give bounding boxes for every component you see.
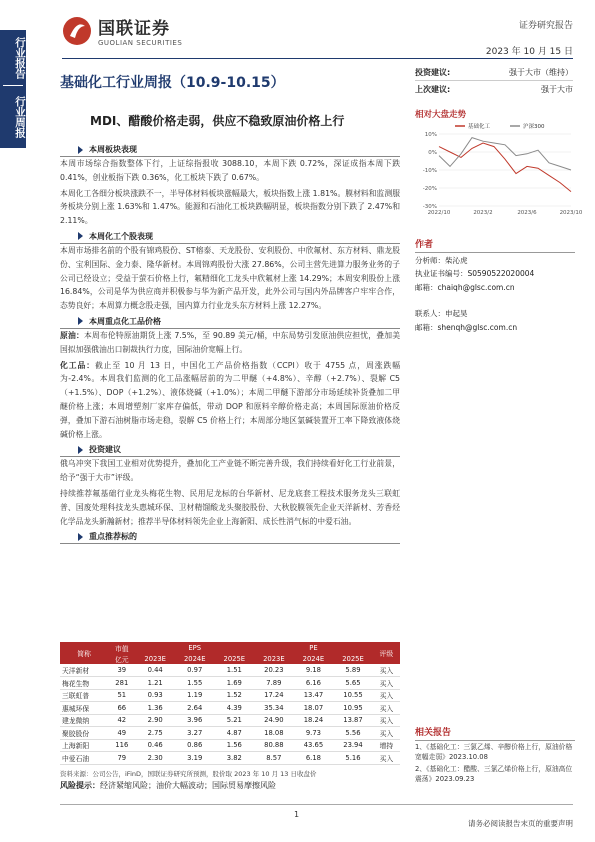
rating-current bbox=[415, 65, 573, 81]
col-header-pe: PE bbox=[254, 642, 373, 653]
table-row bbox=[60, 689, 400, 702]
stock-name-cell: 建龙微纳 bbox=[60, 714, 108, 727]
table-cell: 39 bbox=[108, 664, 135, 677]
table-cell: 42 bbox=[108, 714, 135, 727]
table-cell: 3.96 bbox=[175, 714, 215, 727]
x-tick-label: 2023/6 bbox=[517, 210, 537, 216]
para-market-2: 本周化工各细分板块涨跌不一，半导体材料板块涨幅最大，板块指数上涨 1.81%。膜材料和监测服务板块分别上涨 1.63%和 1.47%。能源和石油化工板块跌幅明显，板块指数分别下跌了 2.47%和 2.11%。 bbox=[60, 188, 400, 226]
analyst-name: 分析师：柴沁虎 bbox=[415, 256, 468, 265]
table-cell: 2.30 bbox=[135, 752, 175, 765]
series-line bbox=[439, 143, 571, 192]
table-cell: 2.64 bbox=[175, 702, 215, 715]
table-cell: 买入 bbox=[373, 677, 400, 690]
stock-name-cell: 聚胶股份 bbox=[60, 727, 108, 740]
table-cell: 买入 bbox=[373, 702, 400, 715]
section-label: 本周化工个股表现 bbox=[89, 231, 153, 241]
table-cell: 0.97 bbox=[175, 664, 215, 677]
x-tick-label: 2023/2 bbox=[473, 210, 493, 216]
section-marker-icon bbox=[78, 317, 83, 325]
x-tick-label: 2023/10 bbox=[559, 210, 583, 216]
contact-email: 邮箱：shenqh@glsc.com.cn bbox=[415, 323, 518, 332]
table-row bbox=[60, 752, 400, 765]
risk-warning bbox=[60, 780, 276, 791]
table-cell: 51 bbox=[108, 689, 135, 702]
para-crude bbox=[60, 329, 400, 357]
section-heading-picks bbox=[60, 530, 400, 544]
related-report-2[interactable]: 2、《基础化工：醋酸、三氯乙烯价格上行，原油高位震荡》2023.09.23 bbox=[415, 765, 573, 783]
col-header-year: 2024E bbox=[175, 653, 215, 664]
table-cell: 1.69 bbox=[215, 677, 255, 690]
table-cell: 10.55 bbox=[333, 689, 373, 702]
band-divider bbox=[3, 85, 23, 86]
rating-current-value: 强于大市（维持） bbox=[509, 68, 573, 77]
col-header-year: 2025E bbox=[333, 653, 373, 664]
table-cell: 3.27 bbox=[175, 727, 215, 740]
risk-label: 风险提示： bbox=[60, 781, 100, 790]
company-logo bbox=[62, 14, 182, 47]
table-cell: 买入 bbox=[373, 664, 400, 677]
logo-text-en: GUOLIAN SECURITIES bbox=[98, 39, 183, 47]
table-cell: 18.07 bbox=[294, 702, 334, 715]
section-label: 投资建议 bbox=[89, 444, 121, 454]
x-tick-label: 2022/10 bbox=[427, 210, 451, 216]
table-source: 资料来源：公司公告，iFinD，国联证券研究所预测，股价取 2023 年 10 月 13 日收盘价 bbox=[60, 770, 317, 778]
table-cell: 4.87 bbox=[215, 727, 255, 740]
table-cell: 3.82 bbox=[215, 752, 255, 765]
section-heading-advice bbox=[60, 443, 400, 457]
col-header-cap: 市值 bbox=[108, 642, 135, 653]
section-marker-icon bbox=[78, 533, 83, 541]
table-cell: 5.21 bbox=[215, 714, 255, 727]
section-label: 重点推荐标的 bbox=[89, 531, 137, 541]
y-tick-label: 0% bbox=[428, 150, 437, 156]
table-cell: 1.51 bbox=[215, 664, 255, 677]
table-cell: 3.19 bbox=[175, 752, 215, 765]
related-heading: 相关报告 bbox=[415, 725, 575, 741]
page-number: 1 bbox=[294, 810, 300, 819]
table-cell: 8.57 bbox=[254, 752, 294, 765]
related-report-1[interactable]: 1、《基础化工：三氯乙烯、辛醇价格上行，原油价格宽幅走弱》2023.10.08 bbox=[415, 743, 573, 761]
table-cell: 1.55 bbox=[175, 677, 215, 690]
y-tick-label: -20% bbox=[422, 186, 437, 192]
table-cell: 0.93 bbox=[135, 689, 175, 702]
section-heading-market bbox=[60, 143, 400, 157]
stock-name-cell: 上海新阳 bbox=[60, 739, 108, 752]
stock-name-cell: 惠城环保 bbox=[60, 702, 108, 715]
table-cell: 116 bbox=[108, 739, 135, 752]
table-cell: 10.95 bbox=[333, 702, 373, 715]
rating-previous-value: 强于大市 bbox=[541, 84, 573, 94]
header-divider bbox=[62, 58, 573, 59]
table-cell: 20.23 bbox=[254, 664, 294, 677]
table-cell: 买入 bbox=[373, 752, 400, 765]
table-cell: 增持 bbox=[373, 739, 400, 752]
report-type-label: 行业报告 bbox=[14, 37, 26, 79]
report-subtype-label: 行业周报 bbox=[14, 96, 26, 138]
y-tick-label: 10% bbox=[424, 132, 437, 138]
table-cell: 1.36 bbox=[135, 702, 175, 715]
para-market-1: 本周市场综合指数整体下行，上证综指报收 3088.10，本周下跌 0.72%，深证成指本周下跌 0.41%，创业板指下跌 0.36%，化工板块下跌了 0.67%。 bbox=[60, 159, 400, 182]
para-chemicals-label: 化工品： bbox=[60, 360, 95, 370]
report-title: 基础化工行业周报（10.9-10.15） bbox=[60, 75, 285, 91]
table-cell: 35.34 bbox=[254, 702, 294, 715]
section-marker-icon bbox=[78, 232, 83, 240]
table-cell: 买入 bbox=[373, 727, 400, 740]
table-row bbox=[60, 739, 400, 752]
table-cell: 0.46 bbox=[135, 739, 175, 752]
table-cell: 7.89 bbox=[254, 677, 294, 690]
table-cell: 5.56 bbox=[333, 727, 373, 740]
y-tick-label: -10% bbox=[422, 168, 437, 174]
recommendation-table bbox=[60, 642, 400, 765]
table-row bbox=[60, 714, 400, 727]
table-cell: 49 bbox=[108, 727, 135, 740]
series-line bbox=[439, 138, 571, 170]
table-cell: 买入 bbox=[373, 689, 400, 702]
table-row bbox=[60, 677, 400, 690]
section-heading-prices bbox=[60, 315, 400, 329]
stock-name-cell: 梅花生物 bbox=[60, 677, 108, 690]
analyst-email: 邮箱：chaiqh@glsc.com.cn bbox=[415, 283, 515, 292]
table-cell: 0.86 bbox=[175, 739, 215, 752]
rating-previous bbox=[415, 81, 573, 97]
stock-name-cell: 三联虹普 bbox=[60, 689, 108, 702]
contact-name: 联系人：申起昊 bbox=[415, 309, 468, 318]
table-cell: 1.56 bbox=[215, 739, 255, 752]
y-tick-label: -30% bbox=[422, 204, 437, 210]
table-cell: 1.19 bbox=[175, 689, 215, 702]
table-cell: 23.94 bbox=[333, 739, 373, 752]
table-cell: 5.16 bbox=[333, 752, 373, 765]
table-cell: 9.18 bbox=[294, 664, 334, 677]
logo-icon bbox=[62, 16, 92, 46]
table-cell: 6.16 bbox=[294, 677, 334, 690]
analyst-license: 执业证书编号：S0590522020004 bbox=[415, 269, 535, 278]
para-chemicals bbox=[60, 359, 400, 442]
table-row bbox=[60, 664, 400, 677]
para-crude-text: 本周布伦特原油期货上涨 7.5%，至 90.89 美元/桶，中东局势引发原油供应担忧，叠加美国拟加强俄油出口制裁执行力度，国际油价宽幅上行。 bbox=[60, 330, 400, 354]
table-row bbox=[60, 702, 400, 715]
para-advice-1: 俄乌冲突下我国工业相对优势提升，叠加化工产业链不断完善升级，我们持续看好化工行业前景，给予“强于大市”评级。 bbox=[60, 459, 400, 483]
para-advice-2: 持续推荐氟基础行业龙头梅花生物、民用尼龙标的台华新材、尼龙底套工程技术服务龙头三联虹普、国废处理科技龙头惠城环保、卫材精馏酸龙头聚胶股份、大秋胶膜领先企业天洋新材、芳香烃化学品龙头新瀚新材；推荐半导体材料领先企业上海新阳、成长性消气标的中爱石油。 bbox=[60, 488, 400, 526]
table-cell: 281 bbox=[108, 677, 135, 690]
table-cell: 66 bbox=[108, 702, 135, 715]
report-date: 2023 年 10 月 15 日 bbox=[485, 47, 573, 57]
table-cell: 2.75 bbox=[135, 727, 175, 740]
col-header-year: 2024E bbox=[294, 653, 334, 664]
table-cell: 5.65 bbox=[333, 677, 373, 690]
table-row bbox=[60, 727, 400, 740]
section-marker-icon bbox=[78, 146, 83, 154]
table-cell: 18.24 bbox=[294, 714, 334, 727]
section-heading-stocks bbox=[60, 230, 400, 244]
rating-box bbox=[415, 65, 573, 97]
report-type-band bbox=[0, 30, 26, 148]
table-cell: 5.89 bbox=[333, 664, 373, 677]
table-cell: 18.08 bbox=[254, 727, 294, 740]
main-body bbox=[60, 141, 400, 544]
table-cell: 买入 bbox=[373, 714, 400, 727]
col-header-eps: EPS bbox=[135, 642, 254, 653]
table-cell: 80.88 bbox=[254, 739, 294, 752]
table-cell: 13.47 bbox=[294, 689, 334, 702]
para-chemicals-text: 截止至 10 月 13 日，中国化工产品价格指数（CCPI）收于 4755 点，周涨跌幅为-2.4%。本周我们监测的化工品涨幅居前的为二甲醚（+4.8%）、辛醇（+2.7%）、裂解 C5（+1.5%）、DOP（+1.2%）、液体烧碱（+1.0%）；本周二甲醚下游部分市场延续补货叠加二甲醚价格上涨；本周增塑剂厂家库存偏低，带动 DOP 和原料辛醇价格走高；本周国际原油价格反弹，叠加下游石油树脂市场走稳，裂解 C5 价格上行；本周部分地区氯碱装置开工率下降致液体烧碱价格上涨。 bbox=[60, 360, 401, 439]
rating-current-label: 投资建议: bbox=[415, 68, 451, 77]
table-cell: 4.39 bbox=[215, 702, 255, 715]
section-label: 本周重点化工品价格 bbox=[89, 316, 161, 326]
rating-previous-label: 上次建议: bbox=[415, 84, 451, 94]
relative-performance-chart bbox=[415, 120, 583, 220]
chart-title: 相对大盘走势 bbox=[415, 110, 467, 120]
report-subtitle: MDI、醋酸价格走弱，供应不稳致原油价格上行 bbox=[90, 114, 345, 128]
author-heading: 作者 bbox=[415, 237, 575, 253]
section-label: 本周板块表现 bbox=[89, 144, 137, 154]
table-cell: 1.21 bbox=[135, 677, 175, 690]
col-header-year: 2023E bbox=[135, 653, 175, 664]
stock-name-cell: 中爱石油 bbox=[60, 752, 108, 765]
table-cell: 17.24 bbox=[254, 689, 294, 702]
risk-text: 经济紧缩风险；油价大幅波动；国际贸易摩擦风险 bbox=[100, 781, 276, 790]
col-header-rating: 评级 bbox=[373, 642, 400, 664]
para-stocks: 本周市场排名前的个股有锦鸡股份、ST榕泰、天龙股份、安利股份、中欣氟材、东方材料、鼎龙股份、宝利国际、金力泰、隆华新材。本周锦鸡股份大涨 27.86%，公司主营先进算力服务业务的子公司已经设立；受益于萤石价格上行，氟精细化工龙头中欣氟材上涨 14.29%；本周安利股份上涨 16.84%，公司是华为供应商并积极参与华为新产品开发，此外公司与国内外品牌客户牢牢合作，态势良好；本周算力概念股走强，国内算力行业龙头东方材料上涨 12.27%。 bbox=[60, 245, 400, 311]
table-cell: 0.44 bbox=[135, 664, 175, 677]
stock-name-cell: 天洋新材 bbox=[60, 664, 108, 677]
para-crude-label: 原油： bbox=[60, 330, 84, 340]
legend-label: 沪深300 bbox=[523, 124, 545, 130]
table-cell: 79 bbox=[108, 752, 135, 765]
footer-disclaimer: 请务必阅读报告末页的重要声明 bbox=[468, 819, 573, 828]
col-header-cap-unit: 亿元 bbox=[108, 653, 135, 664]
col-header-name: 简称 bbox=[60, 642, 108, 664]
table-cell: 43.65 bbox=[294, 739, 334, 752]
logo-text-cn: 国联证券 bbox=[98, 19, 170, 39]
table-cell: 2.90 bbox=[135, 714, 175, 727]
table-cell: 24.90 bbox=[254, 714, 294, 727]
col-header-year: 2023E bbox=[254, 653, 294, 664]
table-cell: 9.73 bbox=[294, 727, 334, 740]
doc-type: 证券研究报告 bbox=[518, 21, 573, 31]
footer-divider bbox=[60, 804, 573, 805]
legend-label: 基础化工 bbox=[468, 124, 491, 130]
table-cell: 6.18 bbox=[294, 752, 334, 765]
table-cell: 1.52 bbox=[215, 689, 255, 702]
col-header-year: 2025E bbox=[215, 653, 255, 664]
section-marker-icon bbox=[78, 446, 83, 454]
table-cell: 13.87 bbox=[333, 714, 373, 727]
